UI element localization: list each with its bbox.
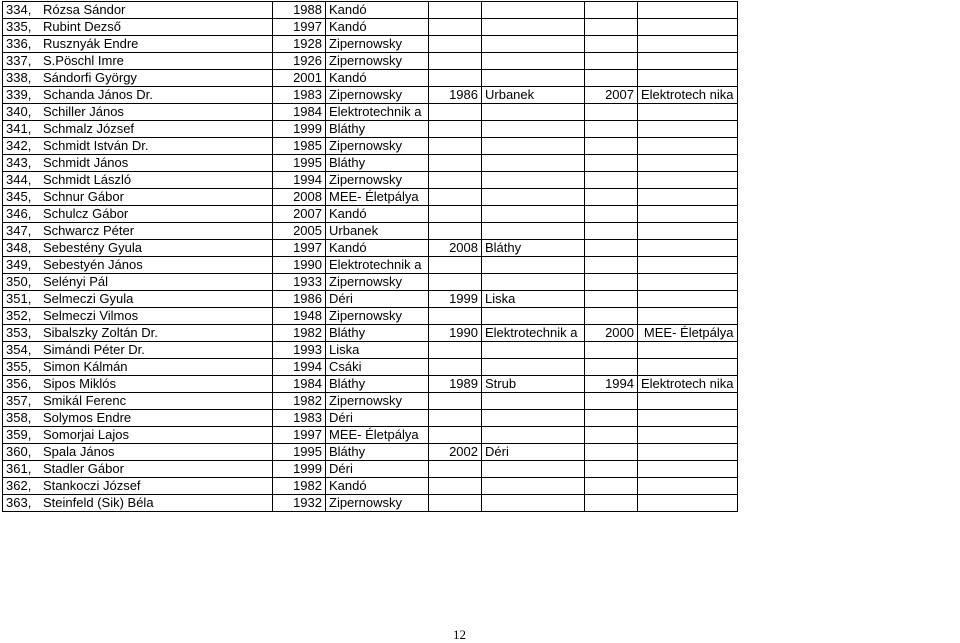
table-row — [3, 427, 738, 444]
award-year-2 — [429, 495, 482, 512]
award-prize-3 — [638, 291, 738, 308]
table-row — [3, 495, 738, 512]
table-row — [3, 444, 738, 461]
award-prize-3 — [638, 495, 738, 512]
person-name: Steinfeld (Sik) Béla — [40, 495, 273, 512]
table-row — [3, 104, 738, 121]
award-year-2: 1989 — [429, 376, 482, 393]
row-number: 357, — [3, 393, 41, 410]
award-year-3 — [585, 478, 638, 495]
row-number: 351, — [3, 291, 41, 308]
award-prize-1: MEE- Életpálya — [326, 427, 429, 444]
award-prize-3 — [638, 427, 738, 444]
award-prize-2 — [482, 274, 585, 291]
award-prize-1: Zipernowsky — [326, 274, 429, 291]
award-prize-2 — [482, 461, 585, 478]
table-row — [3, 478, 738, 495]
row-number: 358, — [3, 410, 41, 427]
award-year-1: 2008 — [273, 189, 326, 206]
table-row — [3, 2, 738, 19]
row-number: 359, — [3, 427, 41, 444]
award-prize-2: Déri — [482, 444, 585, 461]
award-prize-3 — [638, 223, 738, 240]
award-prize-1: Déri — [326, 461, 429, 478]
table-row — [3, 342, 738, 359]
row-number: 346, — [3, 206, 41, 223]
award-prize-3 — [638, 461, 738, 478]
award-year-1: 1997 — [273, 427, 326, 444]
award-year-1: 1994 — [273, 172, 326, 189]
award-prize-1: Déri — [326, 291, 429, 308]
table-row — [3, 87, 738, 104]
award-year-2 — [429, 308, 482, 325]
award-year-2: 1999 — [429, 291, 482, 308]
award-prize-1: Kandó — [326, 19, 429, 36]
award-year-3 — [585, 189, 638, 206]
award-prize-1: Liska — [326, 342, 429, 359]
award-prize-1: Kandó — [326, 70, 429, 87]
award-prize-2 — [482, 393, 585, 410]
person-name: Rusznyák Endre — [40, 36, 273, 53]
award-prize-2 — [482, 172, 585, 189]
row-number: 337, — [3, 53, 41, 70]
award-prize-2 — [482, 308, 585, 325]
person-name: Selényi Pál — [40, 274, 273, 291]
page-number: 12 — [453, 627, 466, 642]
award-year-2 — [429, 359, 482, 376]
table-row — [3, 274, 738, 291]
award-prize-2 — [482, 342, 585, 359]
award-prize-3 — [638, 206, 738, 223]
person-name: Stadler Gábor — [40, 461, 273, 478]
person-name: Somorjai Lajos — [40, 427, 273, 444]
award-prize-2: Bláthy — [482, 240, 585, 257]
award-prize-3 — [638, 172, 738, 189]
award-prize-3: Elektrotech nika — [638, 87, 738, 104]
row-number: 363, — [3, 495, 41, 512]
row-number: 343, — [3, 155, 41, 172]
award-year-1: 2007 — [273, 206, 326, 223]
person-name: Schmalz József — [40, 121, 273, 138]
table-row — [3, 70, 738, 87]
award-year-3 — [585, 206, 638, 223]
row-number: 342, — [3, 138, 41, 155]
row-number: 349, — [3, 257, 41, 274]
award-prize-3 — [638, 444, 738, 461]
award-prize-2: Strub — [482, 376, 585, 393]
award-prize-2 — [482, 138, 585, 155]
award-prize-1: Kandó — [326, 240, 429, 257]
award-prize-1: Kandó — [326, 2, 429, 19]
person-name: Solymos Endre — [40, 410, 273, 427]
award-prize-3 — [638, 342, 738, 359]
person-name: Simon Kálmán — [40, 359, 273, 376]
person-name: Sebestény Gyula — [40, 240, 273, 257]
award-year-2 — [429, 393, 482, 410]
award-prize-3: MEE- Életpálya — [638, 325, 738, 342]
award-year-3 — [585, 274, 638, 291]
award-prize-3 — [638, 138, 738, 155]
award-year-2 — [429, 2, 482, 19]
table-row — [3, 393, 738, 410]
award-year-1: 1982 — [273, 325, 326, 342]
awards-table-body — [3, 2, 738, 512]
award-prize-2 — [482, 19, 585, 36]
award-prize-2 — [482, 121, 585, 138]
award-year-1: 1982 — [273, 393, 326, 410]
award-year-3 — [585, 53, 638, 70]
award-prize-2 — [482, 410, 585, 427]
award-year-3 — [585, 121, 638, 138]
table-row — [3, 53, 738, 70]
award-year-1: 1993 — [273, 342, 326, 359]
award-year-2 — [429, 19, 482, 36]
award-year-1: 1999 — [273, 121, 326, 138]
award-year-3 — [585, 104, 638, 121]
award-year-1: 1948 — [273, 308, 326, 325]
award-prize-2 — [482, 359, 585, 376]
table-row — [3, 308, 738, 325]
award-prize-1: Zipernowsky — [326, 138, 429, 155]
award-year-3 — [585, 308, 638, 325]
award-year-1: 1999 — [273, 461, 326, 478]
award-year-3: 1994 — [585, 376, 638, 393]
award-year-2 — [429, 172, 482, 189]
person-name: Sibalszky Zoltán Dr. — [40, 325, 273, 342]
award-prize-1: Csáki — [326, 359, 429, 376]
award-year-2 — [429, 206, 482, 223]
award-prize-3 — [638, 410, 738, 427]
award-prize-1: Déri — [326, 410, 429, 427]
award-year-1: 1984 — [273, 104, 326, 121]
row-number: 362, — [3, 478, 41, 495]
person-name: Schmidt István Dr. — [40, 138, 273, 155]
table-row — [3, 138, 738, 155]
award-prize-3 — [638, 70, 738, 87]
award-year-1: 1997 — [273, 19, 326, 36]
award-prize-1: Zipernowsky — [326, 36, 429, 53]
row-number: 348, — [3, 240, 41, 257]
award-year-3 — [585, 223, 638, 240]
award-year-1: 1982 — [273, 478, 326, 495]
person-name: S.Pöschl Imre — [40, 53, 273, 70]
award-year-3 — [585, 138, 638, 155]
person-name: Schnur Gábor — [40, 189, 273, 206]
person-name: Rubint Dezső — [40, 19, 273, 36]
award-year-1: 1985 — [273, 138, 326, 155]
award-prize-2 — [482, 155, 585, 172]
table-row — [3, 359, 738, 376]
award-prize-2 — [482, 206, 585, 223]
award-prize-2 — [482, 36, 585, 53]
award-year-1: 1933 — [273, 274, 326, 291]
award-year-3 — [585, 240, 638, 257]
award-year-2 — [429, 121, 482, 138]
award-prize-2: Urbanek — [482, 87, 585, 104]
award-prize-3 — [638, 240, 738, 257]
row-number: 336, — [3, 36, 41, 53]
table-row — [3, 36, 738, 53]
award-year-3 — [585, 461, 638, 478]
award-year-2 — [429, 461, 482, 478]
awards-table — [2, 1, 738, 512]
award-prize-2 — [482, 2, 585, 19]
award-year-3 — [585, 19, 638, 36]
award-prize-2: Elektrotechnik a — [482, 325, 585, 342]
person-name: Schulcz Gábor — [40, 206, 273, 223]
table-row — [3, 376, 738, 393]
award-year-2 — [429, 427, 482, 444]
award-prize-1: Bláthy — [326, 325, 429, 342]
person-name: Schmidt János — [40, 155, 273, 172]
row-number: 334, — [3, 2, 41, 19]
award-prize-2 — [482, 70, 585, 87]
row-number: 356, — [3, 376, 41, 393]
award-year-3 — [585, 2, 638, 19]
table-row — [3, 325, 738, 342]
award-year-2 — [429, 189, 482, 206]
award-prize-2 — [482, 189, 585, 206]
award-prize-3 — [638, 393, 738, 410]
person-name: Selmeczi Vilmos — [40, 308, 273, 325]
award-prize-3 — [638, 189, 738, 206]
table-row — [3, 19, 738, 36]
row-number: 354, — [3, 342, 41, 359]
award-year-3 — [585, 291, 638, 308]
award-prize-1: Zipernowsky — [326, 53, 429, 70]
row-number: 352, — [3, 308, 41, 325]
award-year-2 — [429, 478, 482, 495]
person-name: Schanda János Dr. — [40, 87, 273, 104]
award-year-1: 1986 — [273, 291, 326, 308]
row-number: 355, — [3, 359, 41, 376]
person-name: Simándi Péter Dr. — [40, 342, 273, 359]
row-number: 339, — [3, 87, 41, 104]
award-year-1: 2001 — [273, 70, 326, 87]
award-year-3 — [585, 36, 638, 53]
award-year-2: 2008 — [429, 240, 482, 257]
award-year-1: 1983 — [273, 87, 326, 104]
award-prize-1: Bláthy — [326, 376, 429, 393]
award-year-2 — [429, 410, 482, 427]
table-row — [3, 223, 738, 240]
award-prize-3 — [638, 155, 738, 172]
award-year-3 — [585, 359, 638, 376]
award-prize-3: Elektrotech nika — [638, 376, 738, 393]
award-prize-1: Bláthy — [326, 121, 429, 138]
award-year-2: 1986 — [429, 87, 482, 104]
award-prize-1: Bláthy — [326, 444, 429, 461]
award-prize-1: Zipernowsky — [326, 308, 429, 325]
row-number: 340, — [3, 104, 41, 121]
award-prize-1: Zipernowsky — [326, 87, 429, 104]
award-prize-1: Elektrotechnik a — [326, 257, 429, 274]
row-number: 353, — [3, 325, 41, 342]
table-row — [3, 121, 738, 138]
award-year-2 — [429, 138, 482, 155]
award-year-1: 1995 — [273, 444, 326, 461]
award-prize-2: Liska — [482, 291, 585, 308]
table-row — [3, 172, 738, 189]
table-row — [3, 189, 738, 206]
award-year-3: 2000 — [585, 325, 638, 342]
person-name: Sándorfi György — [40, 70, 273, 87]
person-name: Selmeczi Gyula — [40, 291, 273, 308]
award-year-2 — [429, 274, 482, 291]
person-name: Sebestyén János — [40, 257, 273, 274]
award-year-2 — [429, 223, 482, 240]
award-year-3 — [585, 495, 638, 512]
award-year-3 — [585, 342, 638, 359]
row-number: 338, — [3, 70, 41, 87]
award-year-1: 1997 — [273, 240, 326, 257]
award-year-3 — [585, 427, 638, 444]
person-name: Schiller János — [40, 104, 273, 121]
award-year-2 — [429, 36, 482, 53]
row-number: 335, — [3, 19, 41, 36]
award-prize-2 — [482, 495, 585, 512]
award-prize-3 — [638, 53, 738, 70]
award-prize-1: Bláthy — [326, 155, 429, 172]
award-prize-3 — [638, 359, 738, 376]
award-prize-3 — [638, 19, 738, 36]
row-number: 361, — [3, 461, 41, 478]
award-year-3 — [585, 257, 638, 274]
row-number: 344, — [3, 172, 41, 189]
award-year-3 — [585, 155, 638, 172]
award-year-1: 1994 — [273, 359, 326, 376]
person-name: Rózsa Sándor — [40, 2, 273, 19]
award-year-3 — [585, 70, 638, 87]
award-year-1: 1932 — [273, 495, 326, 512]
table-row — [3, 410, 738, 427]
award-year-3 — [585, 172, 638, 189]
award-prize-3 — [638, 257, 738, 274]
table-row — [3, 240, 738, 257]
row-number: 347, — [3, 223, 41, 240]
award-year-3 — [585, 393, 638, 410]
award-prize-2 — [482, 257, 585, 274]
person-name: Smikál Ferenc — [40, 393, 273, 410]
award-prize-2 — [482, 427, 585, 444]
table-row — [3, 291, 738, 308]
row-number: 360, — [3, 444, 41, 461]
award-prize-3 — [638, 121, 738, 138]
award-year-1: 1926 — [273, 53, 326, 70]
award-year-3 — [585, 410, 638, 427]
award-prize-1: Elektrotechnik a — [326, 104, 429, 121]
table-row — [3, 257, 738, 274]
award-prize-2 — [482, 53, 585, 70]
award-prize-3 — [638, 36, 738, 53]
row-number: 341, — [3, 121, 41, 138]
award-prize-2 — [482, 478, 585, 495]
award-prize-3 — [638, 2, 738, 19]
award-prize-1: Zipernowsky — [326, 172, 429, 189]
person-name: Spala János — [40, 444, 273, 461]
award-year-2 — [429, 155, 482, 172]
award-year-1: 1995 — [273, 155, 326, 172]
award-prize-3 — [638, 274, 738, 291]
award-year-2 — [429, 53, 482, 70]
row-number: 350, — [3, 274, 41, 291]
person-name: Sipos Miklós — [40, 376, 273, 393]
award-year-1: 1990 — [273, 257, 326, 274]
award-year-2: 2002 — [429, 444, 482, 461]
award-prize-3 — [638, 308, 738, 325]
award-year-2 — [429, 104, 482, 121]
award-year-2 — [429, 70, 482, 87]
award-prize-2 — [482, 223, 585, 240]
award-prize-3 — [638, 478, 738, 495]
award-year-3: 2007 — [585, 87, 638, 104]
award-prize-1: Kandó — [326, 478, 429, 495]
award-year-1: 1928 — [273, 36, 326, 53]
award-year-2: 1990 — [429, 325, 482, 342]
award-prize-1: MEE- Életpálya — [326, 189, 429, 206]
person-name: Schwarcz Péter — [40, 223, 273, 240]
award-prize-2 — [482, 104, 585, 121]
award-prize-1: Urbanek — [326, 223, 429, 240]
award-year-2 — [429, 257, 482, 274]
table-row — [3, 461, 738, 478]
table-row — [3, 155, 738, 172]
award-year-1: 1983 — [273, 410, 326, 427]
award-prize-3 — [638, 104, 738, 121]
person-name: Schmidt László — [40, 172, 273, 189]
award-year-1: 2005 — [273, 223, 326, 240]
award-prize-1: Zipernowsky — [326, 393, 429, 410]
row-number: 345, — [3, 189, 41, 206]
award-year-1: 1984 — [273, 376, 326, 393]
award-year-1: 1988 — [273, 2, 326, 19]
award-year-2 — [429, 342, 482, 359]
award-prize-1: Zipernowsky — [326, 495, 429, 512]
award-year-3 — [585, 444, 638, 461]
person-name: Stankoczi József — [40, 478, 273, 495]
award-prize-1: Kandó — [326, 206, 429, 223]
table-row — [3, 206, 738, 223]
